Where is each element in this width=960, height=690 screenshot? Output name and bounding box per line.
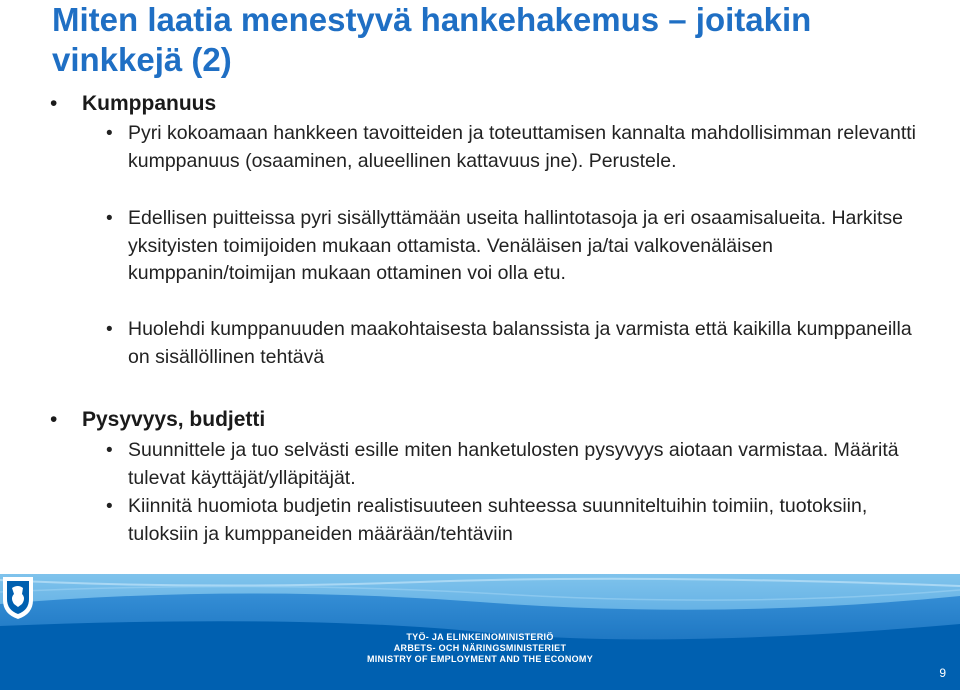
bullet-icon: • xyxy=(106,319,113,340)
bullet-icon: • xyxy=(106,440,113,461)
bullet-icon: • xyxy=(106,208,113,229)
list-item xyxy=(106,493,928,548)
ministry-name-sv: ARBETS- OCH NÄRINGSMINISTERIET xyxy=(393,643,567,653)
footer-band xyxy=(0,574,960,690)
list-item xyxy=(106,316,928,371)
list-item-text: Kiinnitä huomiota budjetin realistisuuteen suhteessa suunniteltuihin toimiin, tuotoksiin, tuloksiin ja kumppaneiden määrään/tehtäviin xyxy=(128,495,868,545)
bullet-icon: • xyxy=(106,123,113,144)
list-item xyxy=(106,437,928,492)
list-item xyxy=(106,205,928,288)
list-item-text: Edellisen puitteissa pyri sisällyttämään useita hallintotasoja ja eri osaamisalueita. Harkitse yksityisten toimijoiden mukaan ottamista. Venäläisen ja/tai valkovenäläisen kumppanin/toimijan mukaan ottaminen voi olla etu. xyxy=(128,207,903,284)
list-item-text: Pyri kokoamaan hankkeen tavoitteiden ja toteuttamisen kannalta mahdollisimman relevantti kumppanuus (osaaminen, alueellinen kattavuus jne). Perustele. xyxy=(128,122,917,172)
list-item-text: Huolehdi kumppanuuden maakohtaisesta balanssista ja varmista että kaikilla kumppaneilla on sisällöllinen tehtävä xyxy=(128,318,912,368)
bullet-icon: • xyxy=(50,92,58,115)
section-heading-label: Pysyvyys, budjetti xyxy=(82,408,266,431)
section-heading-label: Kumppanuus xyxy=(82,92,217,115)
ministry-name-en: MINISTRY OF EMPLOYMENT AND THE ECONOMY xyxy=(366,654,594,664)
bullet-icon: • xyxy=(50,408,58,431)
slide-title: Miten laatia menestyvä hankehakemus – joitakin vinkkejä (2) xyxy=(52,1,812,78)
section-heading-kumppanuus xyxy=(50,90,217,117)
section-heading-pysyvyys xyxy=(50,406,266,433)
ministry-name-fi: TYÖ- JA ELINKEINOMINISTERIÖ xyxy=(406,632,554,642)
list-item xyxy=(106,120,928,175)
list-item-text: Suunnittele ja tuo selvästi esille miten hanketulosten pysyvyys aiotaan varmistaa. Määritä tulevat käyttäjät/ylläpitäjät. xyxy=(128,439,899,489)
bullet-icon: • xyxy=(106,496,113,517)
page-number: 9 xyxy=(939,666,946,680)
finnish-lion-crest-icon xyxy=(0,574,36,620)
